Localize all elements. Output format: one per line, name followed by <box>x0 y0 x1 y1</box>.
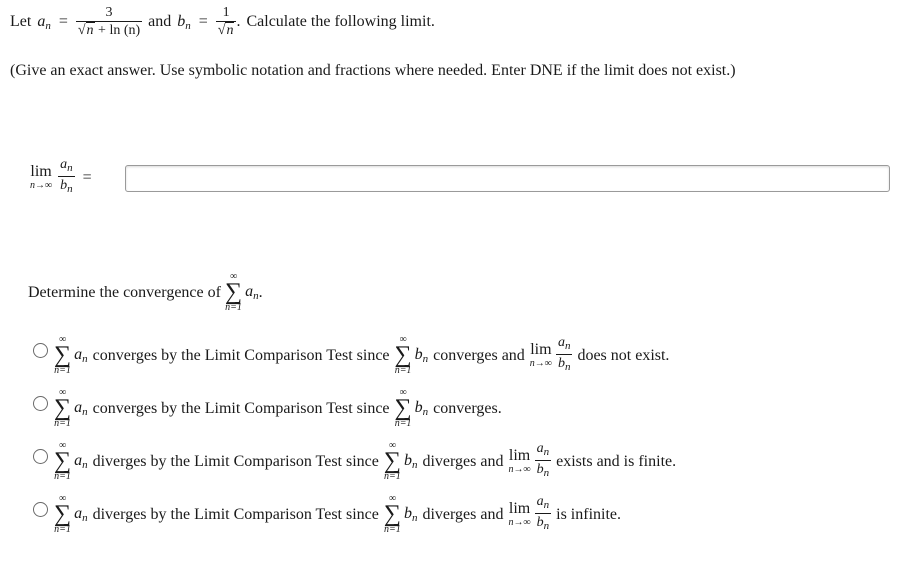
num-sub: n <box>564 340 571 352</box>
b-letter: b <box>177 12 186 30</box>
sum-upper-limit: ∞ <box>58 334 67 345</box>
sigma-icon: ∑ <box>394 342 412 368</box>
summation <box>384 494 401 535</box>
option-text: does not exist. <box>577 346 670 364</box>
term-sub: n <box>422 353 429 365</box>
option-text: converges and <box>433 346 525 364</box>
option-text: diverges by the Limit Comparison Test since <box>92 505 379 523</box>
b-n-symbol <box>177 13 191 32</box>
fraction-bar <box>535 460 552 461</box>
den-sub: n <box>543 520 550 532</box>
summation <box>54 388 71 429</box>
sum-upper-limit: ∞ <box>58 440 67 451</box>
sqrt-radicand: n <box>226 23 234 38</box>
fraction-bar <box>556 354 573 355</box>
limit-denominator <box>58 178 75 197</box>
term-sub: n <box>411 512 418 524</box>
sum-lower-limit: n=1 <box>384 471 401 482</box>
fraction-bar <box>58 176 75 177</box>
term-a-n <box>74 452 88 471</box>
b-sub: n <box>185 19 191 32</box>
fraction-bar <box>535 513 552 514</box>
limit-answer-input[interactable] <box>125 165 890 192</box>
limit-operator <box>30 164 52 191</box>
den-sub: n <box>564 361 571 373</box>
term-sub: n <box>422 406 429 418</box>
summation <box>54 441 71 482</box>
sum-upper-limit: ∞ <box>58 493 67 504</box>
option-2-radio[interactable] <box>33 396 48 411</box>
summation <box>384 441 401 482</box>
sigma-icon: ∑ <box>383 448 401 474</box>
sqrt-symbol: √n <box>77 23 94 38</box>
term-letter: b <box>403 505 412 522</box>
sigma-icon: ∑ <box>383 501 401 527</box>
option-4-radio[interactable] <box>33 502 48 517</box>
a-sub: n <box>45 19 51 32</box>
b-denominator <box>216 23 237 38</box>
limit-operator <box>530 342 552 369</box>
sum-upper-limit: ∞ <box>399 387 407 398</box>
sum-upper-limit: ∞ <box>388 493 396 504</box>
summation <box>54 494 71 535</box>
term-sub: n <box>82 353 88 365</box>
limit-denominator <box>535 462 552 481</box>
a-denominator <box>76 23 142 38</box>
term-sub: n <box>82 459 88 471</box>
limit-arrow: n→∞ <box>529 358 552 369</box>
limit-numerator <box>535 442 552 459</box>
limit-expression <box>30 158 92 197</box>
den-sub: n <box>543 467 550 479</box>
sqrt-symbol: √n <box>217 23 234 38</box>
term-b-n <box>415 399 429 418</box>
sum-lower-limit: n=1 <box>54 418 71 429</box>
den-letter: b <box>60 178 68 193</box>
num-sub: n <box>543 446 550 458</box>
equals-sign-b: = <box>198 13 208 30</box>
sum-lower-limit: n=1 <box>384 524 401 535</box>
limit-numerator <box>556 336 573 353</box>
answer-note: (Give an exact answer. Use symbolic notation and fractions where needed. Enter DNE if the limit does not exist.) <box>10 62 736 79</box>
limit-operator <box>508 501 530 528</box>
term-sub: n <box>411 459 418 471</box>
sigma-icon: ∑ <box>54 342 72 368</box>
num-letter: a <box>536 441 544 456</box>
limit-numerator <box>58 158 75 175</box>
term-b-n <box>415 346 429 365</box>
sum-lower-limit: n=1 <box>54 471 71 482</box>
limit-arrow: n→∞ <box>508 464 531 475</box>
option-text: converges. <box>433 399 502 417</box>
option-text: is infinite. <box>556 505 622 523</box>
sigma-icon: ∑ <box>54 395 72 421</box>
limit-fraction <box>535 495 552 534</box>
lim-text: lim <box>530 341 552 358</box>
limit-denominator <box>535 515 552 534</box>
limit-arrow: n→∞ <box>30 180 53 191</box>
option-text: diverges and <box>422 452 504 470</box>
option-3-radio[interactable] <box>33 449 48 464</box>
sum-lower-limit: n=1 <box>394 418 412 429</box>
let-text: Let <box>10 13 32 30</box>
sqrt-radicand: n <box>86 23 94 38</box>
den-sub: n <box>67 183 73 195</box>
term-letter: a <box>74 505 83 522</box>
sum-upper-limit: ∞ <box>229 271 238 282</box>
a-numerator: 3 <box>105 5 113 20</box>
den-letter: b <box>557 356 565 371</box>
lim-text: lim <box>508 500 531 517</box>
term-letter: a <box>74 452 83 469</box>
summation <box>54 335 71 376</box>
lim-text: lim <box>30 163 52 180</box>
sum-lower-limit: n=1 <box>394 365 412 376</box>
option-4[interactable] <box>54 494 626 535</box>
term-b-n <box>404 505 418 524</box>
num-letter: a <box>536 494 544 509</box>
prompt-text: Determine the convergence of <box>28 283 221 301</box>
term-sub: n <box>82 406 88 418</box>
period: . <box>236 13 241 30</box>
lim-text: lim <box>508 447 531 464</box>
term-sub: n <box>253 290 259 302</box>
term-letter: b <box>414 346 423 363</box>
equals-sign-a: = <box>58 13 68 30</box>
summation <box>395 335 412 376</box>
limit-fraction <box>58 158 75 197</box>
num-letter: a <box>60 157 68 172</box>
sigma-icon: ∑ <box>54 448 72 474</box>
term-letter: a <box>245 283 254 300</box>
sum-lower-limit: n=1 <box>225 302 242 313</box>
option-text: converges by the Limit Comparison Test since <box>92 399 390 417</box>
limit-operator <box>508 448 530 475</box>
b-numerator: 1 <box>222 5 230 20</box>
instruction-text: Calculate the following limit. <box>246 13 435 30</box>
a-letter: a <box>37 12 46 30</box>
sigma-icon: ∑ <box>394 395 412 421</box>
limit-fraction <box>535 442 552 481</box>
limit-denominator <box>556 356 573 375</box>
num-sub: n <box>543 499 550 511</box>
sigma-icon: ∑ <box>224 279 243 305</box>
and-text: and <box>148 13 172 30</box>
summation <box>225 272 242 313</box>
term-letter: a <box>74 346 83 363</box>
option-3[interactable] <box>54 441 681 482</box>
den-letter: b <box>536 515 544 530</box>
option-text: diverges and <box>422 505 504 523</box>
a-n-symbol <box>37 13 51 32</box>
sum-upper-limit: ∞ <box>399 334 407 345</box>
sigma-icon: ∑ <box>54 501 72 527</box>
summation <box>395 388 412 429</box>
limit-numerator <box>535 495 552 512</box>
option-2[interactable] <box>54 388 507 429</box>
limit-fraction <box>556 336 573 375</box>
term-a-n <box>74 505 88 524</box>
term-letter: b <box>403 452 412 469</box>
problem-statement <box>10 6 435 38</box>
option-1[interactable] <box>54 335 674 376</box>
sum-lower-limit: n=1 <box>54 524 71 535</box>
ln-term: + ln (n) <box>98 23 141 38</box>
option-text: converges by the Limit Comparison Test since <box>92 346 390 364</box>
sum-upper-limit: ∞ <box>58 387 67 398</box>
limit-arrow: n→∞ <box>508 517 531 528</box>
option-text: diverges by the Limit Comparison Test since <box>92 452 379 470</box>
term-letter: a <box>74 399 83 416</box>
term-a-n <box>74 346 88 365</box>
term-a-n <box>74 399 88 418</box>
num-sub: n <box>67 162 73 174</box>
period: . <box>258 283 263 301</box>
term-sub: n <box>82 512 88 524</box>
convergence-prompt <box>28 272 263 313</box>
term-a-n <box>245 283 259 302</box>
sum-upper-limit: ∞ <box>388 440 396 451</box>
option-1-radio[interactable] <box>33 343 48 358</box>
equals-sign: = <box>82 168 92 186</box>
sum-lower-limit: n=1 <box>54 365 71 376</box>
num-letter: a <box>557 335 565 350</box>
option-text: exists and is finite. <box>556 452 677 470</box>
term-b-n <box>404 452 418 471</box>
term-letter: b <box>414 399 423 416</box>
b-n-fraction <box>216 6 237 38</box>
a-n-fraction <box>76 6 142 38</box>
den-letter: b <box>536 462 544 477</box>
